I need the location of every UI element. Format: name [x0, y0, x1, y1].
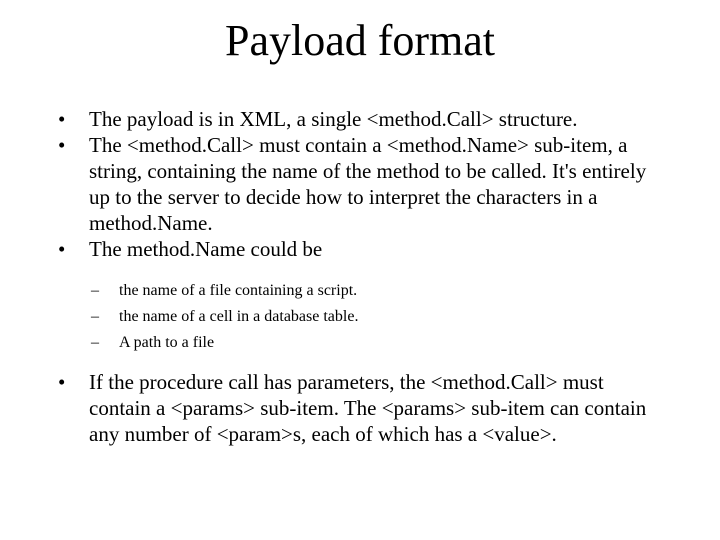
- bullet-marker: •: [58, 107, 66, 131]
- slide-content: [58, 106, 668, 447]
- bullet-text: If the procedure call has parameters, the <method.Call> must contain a <params> sub-item. The <params> sub-item can contain any number of <param>s, each of which has a <value>.: [89, 370, 647, 446]
- bullet-marker: •: [58, 133, 66, 157]
- bullet-marker: •: [58, 370, 66, 394]
- bullet-text: The <method.Call> must contain a <method.Name> sub-item, a string, containing the name of the method to be called. It's entirely up to the server to decide how to interpret the characters in a method.Name.: [89, 133, 647, 235]
- sub-bullet-list: [58, 278, 668, 356]
- bullet-marker: •: [58, 237, 66, 261]
- bullet-item: [58, 106, 668, 132]
- slide-title: Payload format: [224, 16, 496, 65]
- sub-bullet-marker: –: [91, 282, 99, 299]
- bullet-text: The method.Name could be: [89, 237, 323, 261]
- sub-bullet-marker: –: [91, 334, 99, 351]
- sub-bullet-marker: –: [91, 308, 99, 325]
- sub-bullet-item: [89, 278, 668, 304]
- bullet-item: [58, 236, 668, 262]
- bullet-text: The payload is in XML, a single <method.Call> structure.: [89, 107, 578, 131]
- sub-bullet-item: [89, 330, 668, 356]
- sub-bullet-text: the name of a cell in a database table.: [119, 308, 359, 325]
- sub-bullet-text: the name of a file containing a script.: [119, 282, 358, 299]
- sub-bullet-text: A path to a file: [119, 334, 215, 351]
- sub-bullet-item: [89, 304, 668, 330]
- bullet-item: [58, 369, 668, 447]
- bullet-item: [58, 132, 668, 236]
